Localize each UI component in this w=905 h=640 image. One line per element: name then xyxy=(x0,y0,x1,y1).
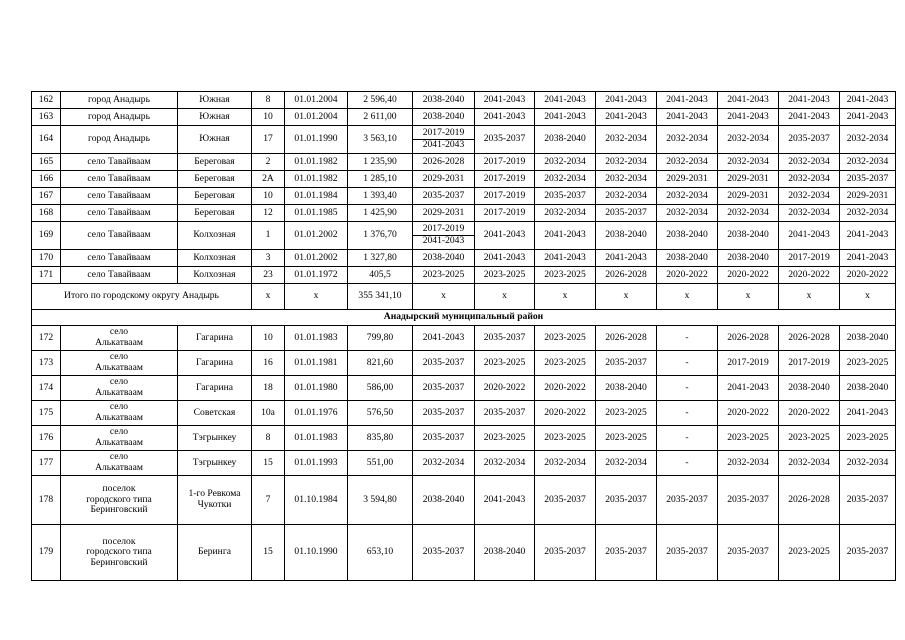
commission-date: 01.01.1990 xyxy=(285,126,348,154)
work-period: 2032-2034 xyxy=(779,451,840,476)
total-value: х xyxy=(779,284,840,310)
work-period: 2038-2040 xyxy=(718,222,779,250)
work-period: 2032-2034 xyxy=(657,188,718,205)
commission-date: 01.01.2002 xyxy=(285,250,348,267)
work-period: 2017-2019 xyxy=(475,154,535,171)
work-period: - xyxy=(657,426,718,451)
table-row xyxy=(32,401,896,426)
table-row xyxy=(32,250,896,267)
house-number: 2А xyxy=(252,171,285,188)
work-period: - xyxy=(657,351,718,376)
work-period-split xyxy=(413,126,475,154)
commission-date: 01.01.1983 xyxy=(285,326,348,351)
work-period: 2041-2043 xyxy=(718,376,779,401)
work-period: 2038-2040 xyxy=(657,222,718,250)
work-period: 2029-2031 xyxy=(657,171,718,188)
row-number: 177 xyxy=(32,451,61,476)
locality: село Алькатваам xyxy=(61,326,178,351)
row-number: 170 xyxy=(32,250,61,267)
work-period: 2023-2025 xyxy=(718,426,779,451)
work-period: 2032-2034 xyxy=(779,205,840,222)
building-area: 1 235,90 xyxy=(348,154,413,171)
work-period: 2041-2043 xyxy=(718,92,779,109)
work-period: 2041-2043 xyxy=(596,109,657,126)
work-period: 2029-2031 xyxy=(840,188,896,205)
locality: поселок городского типа Беринговский xyxy=(61,525,178,581)
house-number: 10 xyxy=(252,326,285,351)
work-period: 2038-2040 xyxy=(596,376,657,401)
building-area: 1 285,10 xyxy=(348,171,413,188)
total-value: х xyxy=(657,284,718,310)
house-number: 10а xyxy=(252,401,285,426)
house-number: 8 xyxy=(252,426,285,451)
work-period: 2041-2043 xyxy=(718,109,779,126)
street: Береговая xyxy=(178,171,252,188)
locality: село Тавайваам xyxy=(61,188,178,205)
work-period: 2035-2037 xyxy=(596,476,657,525)
work-period: 2041-2043 xyxy=(475,92,535,109)
row-number: 163 xyxy=(32,109,61,126)
work-period: 2035-2037 xyxy=(413,376,475,401)
building-area: 653,10 xyxy=(348,525,413,581)
street: Южная xyxy=(178,126,252,154)
house-number: 10 xyxy=(252,109,285,126)
work-period: 2035-2037 xyxy=(657,476,718,525)
work-period: 2035-2037 xyxy=(840,171,896,188)
street: Южная xyxy=(178,92,252,109)
street: Гагарина xyxy=(178,376,252,401)
work-period: 2032-2034 xyxy=(840,451,896,476)
row-number: 174 xyxy=(32,376,61,401)
house-number: 18 xyxy=(252,376,285,401)
commission-date: 01.01.2002 xyxy=(285,222,348,250)
row-number: 165 xyxy=(32,154,61,171)
work-period: 2017-2019 xyxy=(422,127,465,139)
work-period: 2023-2025 xyxy=(779,426,840,451)
locality: село Тавайваам xyxy=(61,222,178,250)
locality: село Тавайваам xyxy=(61,205,178,222)
work-period: 2041-2043 xyxy=(413,235,474,247)
work-period: 2023-2025 xyxy=(840,351,896,376)
building-area: 2 596,40 xyxy=(348,92,413,109)
work-period: 2017-2019 xyxy=(779,250,840,267)
total-house: х xyxy=(252,284,285,310)
building-area: 1 376,70 xyxy=(348,222,413,250)
commission-date: 01.01.1976 xyxy=(285,401,348,426)
total-value: х xyxy=(840,284,896,310)
total-value: х xyxy=(535,284,596,310)
work-period: 2032-2034 xyxy=(840,154,896,171)
row-number: 168 xyxy=(32,205,61,222)
work-period: 2041-2043 xyxy=(657,92,718,109)
work-period: 2020-2022 xyxy=(718,267,779,284)
work-period: 2038-2040 xyxy=(413,92,475,109)
work-period: 2038-2040 xyxy=(718,250,779,267)
total-value: х xyxy=(718,284,779,310)
work-period: 2017-2019 xyxy=(475,171,535,188)
building-area: 1 425,90 xyxy=(348,205,413,222)
building-area: 3 563,10 xyxy=(348,126,413,154)
work-period: 2032-2034 xyxy=(535,154,596,171)
building-area: 821,60 xyxy=(348,351,413,376)
work-period: 2041-2043 xyxy=(475,109,535,126)
work-period: 2038-2040 xyxy=(535,126,596,154)
total-row xyxy=(32,284,896,310)
table-row xyxy=(32,451,896,476)
locality: село Тавайваам xyxy=(61,171,178,188)
table-row xyxy=(32,171,896,188)
house-number: 7 xyxy=(252,476,285,525)
locality: село Алькатваам xyxy=(61,351,178,376)
work-period: 2032-2034 xyxy=(718,451,779,476)
total-value: х xyxy=(596,284,657,310)
work-period: 2041-2043 xyxy=(413,326,475,351)
work-period: 2038-2040 xyxy=(413,250,475,267)
work-period: 2035-2037 xyxy=(840,476,896,525)
work-period: 2029-2031 xyxy=(413,171,475,188)
house-number: 23 xyxy=(252,267,285,284)
work-period: 2035-2037 xyxy=(413,351,475,376)
locality: город Анадырь xyxy=(61,126,178,154)
work-period: 2041-2043 xyxy=(840,250,896,267)
building-area: 586,00 xyxy=(348,376,413,401)
work-period: 2020-2022 xyxy=(779,401,840,426)
work-period: 2023-2025 xyxy=(475,351,535,376)
house-number: 8 xyxy=(252,92,285,109)
work-period: 2023-2025 xyxy=(840,426,896,451)
work-period: 2023-2025 xyxy=(596,401,657,426)
street: 1-го Ревкома Чукотки xyxy=(178,476,252,525)
building-area: 799,80 xyxy=(348,326,413,351)
work-period: 2017-2019 xyxy=(475,188,535,205)
work-period: 2041-2043 xyxy=(535,109,596,126)
commission-date: 01.10.1984 xyxy=(285,476,348,525)
row-number: 172 xyxy=(32,326,61,351)
commission-date: 01.01.1984 xyxy=(285,188,348,205)
work-period: 2041-2043 xyxy=(779,109,840,126)
work-period: 2032-2034 xyxy=(596,451,657,476)
work-period: 2032-2034 xyxy=(596,171,657,188)
street: Колхозная xyxy=(178,267,252,284)
total-area: 355 341,10 xyxy=(348,284,413,310)
work-period: 2017-2019 xyxy=(422,223,465,235)
work-period: 2041-2043 xyxy=(475,222,535,250)
building-area: 835,80 xyxy=(348,426,413,451)
locality: город Анадырь xyxy=(61,109,178,126)
row-number: 169 xyxy=(32,222,61,250)
work-period: 2041-2043 xyxy=(596,92,657,109)
commission-date: 01.10.1990 xyxy=(285,525,348,581)
house-number: 1 xyxy=(252,222,285,250)
work-period: 2032-2034 xyxy=(657,126,718,154)
work-period: 2023-2025 xyxy=(413,267,475,284)
work-period: 2032-2034 xyxy=(718,154,779,171)
work-period: 2035-2037 xyxy=(718,525,779,581)
table-row xyxy=(32,222,896,250)
commission-date: 01.01.2004 xyxy=(285,92,348,109)
total-value: х xyxy=(475,284,535,310)
house-number: 3 xyxy=(252,250,285,267)
row-number: 175 xyxy=(32,401,61,426)
work-period: 2020-2022 xyxy=(718,401,779,426)
work-period: 2029-2031 xyxy=(413,205,475,222)
locality: село Тавайваам xyxy=(61,267,178,284)
locality: село Тавайваам xyxy=(61,250,178,267)
table-row xyxy=(32,92,896,109)
work-period: 2032-2034 xyxy=(718,205,779,222)
commission-date: 01.01.2004 xyxy=(285,109,348,126)
work-period: 2038-2040 xyxy=(779,376,840,401)
work-period: 2035-2037 xyxy=(596,205,657,222)
building-area: 1 393,40 xyxy=(348,188,413,205)
work-period: - xyxy=(657,451,718,476)
locality: поселок городского типа Беринговский xyxy=(61,476,178,525)
work-period: 2035-2037 xyxy=(779,126,840,154)
work-period: 2020-2022 xyxy=(475,376,535,401)
commission-date: 01.01.1972 xyxy=(285,267,348,284)
work-period: 2029-2031 xyxy=(718,171,779,188)
work-period: 2032-2034 xyxy=(596,126,657,154)
work-period: 2041-2043 xyxy=(535,250,596,267)
work-period: 2038-2040 xyxy=(596,222,657,250)
locality: город Анадырь xyxy=(61,92,178,109)
work-period: 2035-2037 xyxy=(475,326,535,351)
work-period: 2023-2025 xyxy=(535,426,596,451)
work-period: 2041-2043 xyxy=(840,401,896,426)
building-area: 1 327,80 xyxy=(348,250,413,267)
work-period: 2038-2040 xyxy=(475,525,535,581)
house-number: 15 xyxy=(252,451,285,476)
work-period: 2020-2022 xyxy=(535,376,596,401)
work-period: 2023-2025 xyxy=(535,351,596,376)
work-period: 2041-2043 xyxy=(475,476,535,525)
work-period: 2023-2025 xyxy=(596,426,657,451)
work-period: 2035-2037 xyxy=(413,401,475,426)
street: Береговая xyxy=(178,188,252,205)
work-period: 2032-2034 xyxy=(535,205,596,222)
work-period: 2041-2043 xyxy=(840,92,896,109)
work-period: 2032-2034 xyxy=(779,188,840,205)
table-row xyxy=(32,326,896,351)
row-number: 162 xyxy=(32,92,61,109)
house-number: 17 xyxy=(252,126,285,154)
table-row xyxy=(32,376,896,401)
street: Советская xyxy=(178,401,252,426)
table-row xyxy=(32,426,896,451)
work-period: 2032-2034 xyxy=(535,171,596,188)
work-period: 2035-2037 xyxy=(535,188,596,205)
table-row xyxy=(32,267,896,284)
section-header-row xyxy=(32,310,896,326)
work-period: 2035-2037 xyxy=(413,426,475,451)
work-period: 2038-2040 xyxy=(413,476,475,525)
work-period: 2032-2034 xyxy=(596,188,657,205)
total-value: х xyxy=(413,284,475,310)
locality: село Алькатваам xyxy=(61,451,178,476)
work-period: 2041-2043 xyxy=(535,92,596,109)
work-period: 2032-2034 xyxy=(840,205,896,222)
work-period: 2032-2034 xyxy=(475,451,535,476)
commission-date: 01.01.1993 xyxy=(285,451,348,476)
work-period: 2032-2034 xyxy=(779,171,840,188)
work-period: 2041-2043 xyxy=(779,92,840,109)
work-period: 2041-2043 xyxy=(596,250,657,267)
work-period: 2032-2034 xyxy=(596,154,657,171)
row-number: 178 xyxy=(32,476,61,525)
work-period: 2038-2040 xyxy=(840,326,896,351)
work-period: 2023-2025 xyxy=(475,426,535,451)
total-date: х xyxy=(285,284,348,310)
building-area: 576,50 xyxy=(348,401,413,426)
work-period-split xyxy=(413,222,475,250)
work-period: 2038-2040 xyxy=(413,109,475,126)
work-period: 2035-2037 xyxy=(718,476,779,525)
table-row xyxy=(32,476,896,525)
work-period: 2026-2028 xyxy=(596,326,657,351)
work-period: 2023-2025 xyxy=(535,326,596,351)
work-period: 2020-2022 xyxy=(840,267,896,284)
work-period: 2035-2037 xyxy=(596,351,657,376)
table-row xyxy=(32,109,896,126)
work-period: 2023-2025 xyxy=(475,267,535,284)
commission-date: 01.01.1980 xyxy=(285,376,348,401)
street: Тэгрынкеу xyxy=(178,451,252,476)
total-label: Итого по городскому округу Анадырь xyxy=(32,284,252,310)
building-area: 3 594,80 xyxy=(348,476,413,525)
building-area: 2 611,00 xyxy=(348,109,413,126)
work-period: 2032-2034 xyxy=(535,451,596,476)
locality: село Тавайваам xyxy=(61,154,178,171)
work-period: - xyxy=(657,326,718,351)
work-period: 2035-2037 xyxy=(535,525,596,581)
work-period: 2035-2037 xyxy=(413,188,475,205)
house-number: 12 xyxy=(252,205,285,222)
street: Гагарина xyxy=(178,326,252,351)
work-period: 2041-2043 xyxy=(413,139,474,151)
work-period: 2041-2043 xyxy=(840,109,896,126)
street: Береговая xyxy=(178,205,252,222)
row-number: 171 xyxy=(32,267,61,284)
row-number: 179 xyxy=(32,525,61,581)
table-row xyxy=(32,188,896,205)
registry-table xyxy=(31,91,896,581)
work-period: 2035-2037 xyxy=(475,126,535,154)
row-number: 164 xyxy=(32,126,61,154)
work-period: 2020-2022 xyxy=(779,267,840,284)
row-number: 166 xyxy=(32,171,61,188)
commission-date: 01.01.1981 xyxy=(285,351,348,376)
work-period: 2017-2019 xyxy=(718,351,779,376)
work-period: 2035-2037 xyxy=(413,525,475,581)
table-row xyxy=(32,351,896,376)
commission-date: 01.01.1983 xyxy=(285,426,348,451)
work-period: 2032-2034 xyxy=(657,205,718,222)
work-period: 2017-2019 xyxy=(475,205,535,222)
work-period: 2026-2028 xyxy=(779,326,840,351)
locality: село Алькатваам xyxy=(61,401,178,426)
table-row xyxy=(32,154,896,171)
work-period: - xyxy=(657,401,718,426)
commission-date: 01.01.1982 xyxy=(285,171,348,188)
house-number: 2 xyxy=(252,154,285,171)
work-period: 2032-2034 xyxy=(657,154,718,171)
street: Колхозная xyxy=(178,222,252,250)
work-period: 2026-2028 xyxy=(596,267,657,284)
street: Береговая xyxy=(178,154,252,171)
work-period: 2035-2037 xyxy=(840,525,896,581)
work-period: 2032-2034 xyxy=(718,126,779,154)
street: Беринга xyxy=(178,525,252,581)
section-title: Анадырский муниципальный район xyxy=(32,310,896,326)
work-period: 2041-2043 xyxy=(535,222,596,250)
table-row xyxy=(32,205,896,222)
building-area: 551,00 xyxy=(348,451,413,476)
table-row xyxy=(32,525,896,581)
house-number: 16 xyxy=(252,351,285,376)
work-period: 2032-2034 xyxy=(779,154,840,171)
work-period: 2032-2034 xyxy=(413,451,475,476)
work-period: - xyxy=(657,376,718,401)
row-number: 167 xyxy=(32,188,61,205)
commission-date: 01.01.1985 xyxy=(285,205,348,222)
table-row xyxy=(32,126,896,154)
work-period: 2026-2028 xyxy=(718,326,779,351)
work-period: 2026-2028 xyxy=(413,154,475,171)
house-number: 10 xyxy=(252,188,285,205)
work-period: 2023-2025 xyxy=(535,267,596,284)
street: Тэгрынкеу xyxy=(178,426,252,451)
locality: село Алькатваам xyxy=(61,376,178,401)
work-period: 2020-2022 xyxy=(535,401,596,426)
building-area: 405,5 xyxy=(348,267,413,284)
street: Южная xyxy=(178,109,252,126)
street: Гагарина xyxy=(178,351,252,376)
work-period: 2038-2040 xyxy=(840,376,896,401)
row-number: 176 xyxy=(32,426,61,451)
work-period: 2017-2019 xyxy=(779,351,840,376)
street: Колхозная xyxy=(178,250,252,267)
commission-date: 01.01.1982 xyxy=(285,154,348,171)
house-number: 15 xyxy=(252,525,285,581)
work-period: 2041-2043 xyxy=(840,222,896,250)
row-number: 173 xyxy=(32,351,61,376)
work-period: 2035-2037 xyxy=(657,525,718,581)
work-period: 2035-2037 xyxy=(535,476,596,525)
work-period: 2020-2022 xyxy=(657,267,718,284)
work-period: 2032-2034 xyxy=(840,126,896,154)
work-period: 2041-2043 xyxy=(475,250,535,267)
locality: село Алькатваам xyxy=(61,426,178,451)
work-period: 2035-2037 xyxy=(475,401,535,426)
work-period: 2029-2031 xyxy=(718,188,779,205)
work-period: 2026-2028 xyxy=(779,476,840,525)
work-period: 2041-2043 xyxy=(657,109,718,126)
work-period: 2038-2040 xyxy=(657,250,718,267)
work-period: 2041-2043 xyxy=(779,222,840,250)
work-period: 2035-2037 xyxy=(596,525,657,581)
work-period: 2023-2025 xyxy=(779,525,840,581)
